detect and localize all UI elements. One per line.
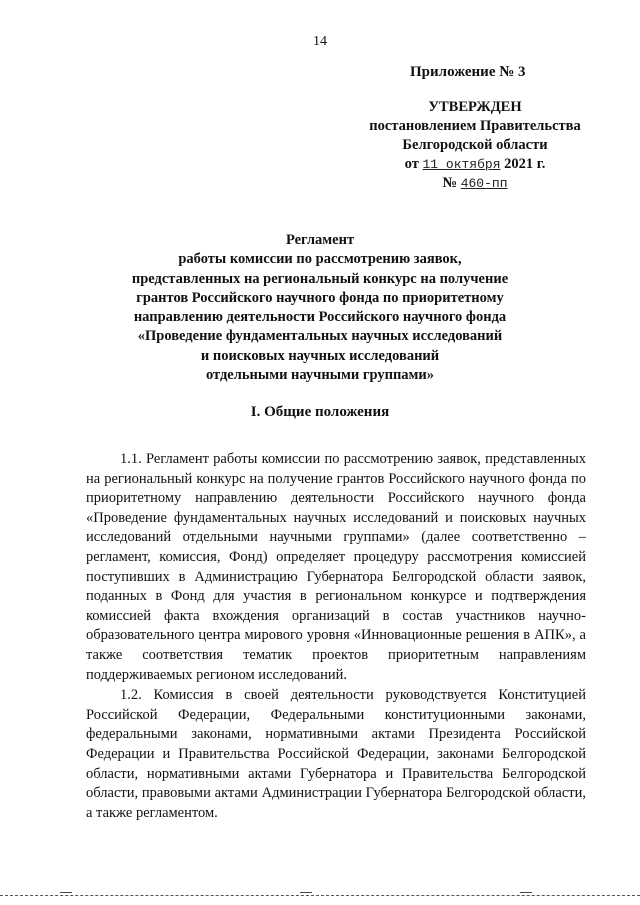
scan-edge-line (0, 895, 640, 896)
date-prefix: от (404, 156, 419, 172)
number-prefix: № (442, 175, 458, 191)
document-body (86, 450, 586, 823)
paragraph-1-2: 1.2. Комиссия в своей деятельности руководствуется Конституцией Российской Федерации, Федеральными конституционными законами, федеральными законами, нормативными актами Президента Российской Федерации и Правительства Российской Федерации, законами Белгородской области, нормативными актами Губернатора и Правительства Белгородской области, правовыми актами Администрации Губернатора Белгородской области, а также регламентом. (86, 687, 586, 821)
approval-date (360, 155, 590, 174)
title-line: направлению деятельности Российского научного фонда (133, 309, 507, 326)
title-line: представленных на региональный конкурс на получение (131, 270, 509, 287)
approved-heading: УТВЕРЖДЕН (428, 99, 522, 115)
date-suffix: 2021 г. (504, 156, 546, 172)
paragraph-1-1: 1.1. Регламент работы комиссии по рассмотрению заявок, представленных на региональный конкурс на получение грантов Российского научного фонда по приоритетному направлению деятельности Российского научного фонда «Проведение фундаментальных научных исследований и поисковых научных исследований отдельными научными группами» (далее соответственно – регламент, комиссия, Фонд) определяет процедуру рассмотрения комиссией поступивших в Администрацию Губернатора Белгородской области заявок, поданных в Фонд для участия в региональном конкурсе и подтверждения комиссией факта вхождения организаций в состав участников научно-образовательного центра мирового уровня «Инновационные решения в АПК», а также соответствия тематик проектов приоритетным направлениям поддерживаемых регионом исследований. (86, 451, 586, 683)
title-line: работы комиссии по рассмотрению заявок, (178, 251, 462, 268)
date-value: 11 октября (422, 157, 501, 172)
page-number: 14 (313, 34, 327, 49)
approval-line-1: постановлением Правительства (369, 118, 581, 134)
title-line: Регламент (285, 232, 355, 248)
approval-line-2: Белгородской области (402, 137, 548, 153)
title-line: грантов Российского научного фонда по приоритетному (136, 289, 504, 306)
section-heading: I. Общие положения (250, 404, 390, 420)
appendix-label: Приложение № 3 (410, 64, 526, 80)
scan-mark (60, 892, 72, 893)
scan-mark (520, 892, 532, 893)
approval-stamp (360, 98, 590, 193)
title-line: «Проведение фундаментальных научных исследований (137, 328, 503, 345)
title-line: и поисковых научных исследований (200, 347, 440, 364)
number-value: 460-пп (460, 176, 508, 191)
scan-mark (300, 892, 312, 893)
document-title (0, 231, 640, 385)
approval-number (360, 174, 590, 193)
title-line: отдельными научными группами» (205, 367, 435, 384)
